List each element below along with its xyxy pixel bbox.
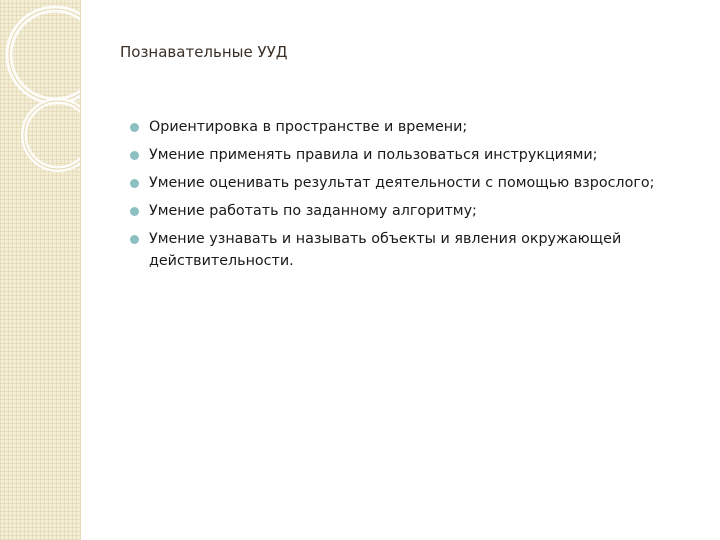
bullet-dot-icon bbox=[130, 235, 139, 244]
bullet-dot-icon bbox=[130, 151, 139, 160]
bullet-dot-icon bbox=[130, 179, 139, 188]
bullet-text: Умение работать по заданному алгоритму; bbox=[149, 203, 477, 219]
bullet-text: Умение применять правила и пользоваться инструкциями; bbox=[149, 147, 598, 163]
slide-title: Познавательные УУД bbox=[120, 43, 288, 61]
bullet-item bbox=[130, 200, 690, 222]
bullet-item bbox=[130, 228, 690, 272]
bullet-item bbox=[130, 144, 690, 166]
circle-ornament-icon bbox=[0, 0, 80, 200]
bullet-text: Ориентировка в пространстве и времени; bbox=[149, 119, 468, 135]
bullet-text: Умение оценивать результат деятельности с помощью взрослого; bbox=[149, 175, 655, 191]
bullet-dot-icon bbox=[130, 123, 139, 132]
bullet-item bbox=[130, 116, 690, 138]
bullet-item bbox=[130, 172, 690, 194]
bullet-list bbox=[130, 116, 690, 278]
bullet-text: Умение узнавать и называть объекты и явления окружающей действительности. bbox=[149, 231, 622, 269]
bullet-dot-icon bbox=[130, 207, 139, 216]
